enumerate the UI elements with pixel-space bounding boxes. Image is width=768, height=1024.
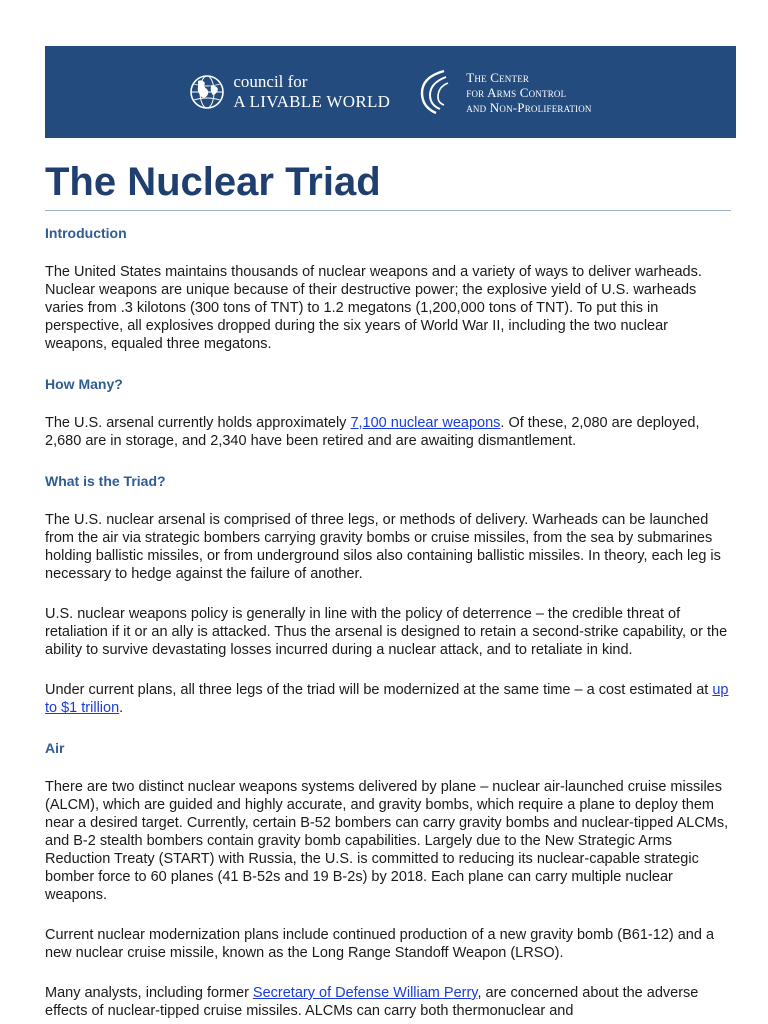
- triad-paragraph-1: The U.S. nuclear arsenal is comprised of three legs, or methods of delivery. Warheads can be launched from the air via strategic bombers carrying gravity bombs or cruise missiles, from the sea by submarines holding ballistic missiles, or from underground silos also containing ballistic missiles. In theory, each leg is necessary to hedge against the failure of another.: [45, 512, 721, 582]
- how-many-paragraph: [45, 414, 733, 450]
- council-logo: [189, 67, 390, 117]
- heading-how-many: How Many?: [45, 376, 123, 392]
- air-paragraph-2: Current nuclear modernization plans include continued production of a new gravity bomb (B61-12) and a new nuclear cruise missile, known as the Long Range Standoff Weapon (LRSO).: [45, 927, 715, 961]
- document-body: [45, 224, 733, 1020]
- title-divider: [45, 210, 731, 211]
- heading-introduction: Introduction: [45, 225, 127, 241]
- triad-p3-text-start: Under current plans, all three legs of the triad will be modernized at the same time – a cost estimated at: [45, 682, 713, 698]
- org-right-line1: The Center: [466, 69, 530, 85]
- globe-icon: [189, 67, 225, 117]
- page-title: The Nuclear Triad: [45, 160, 381, 204]
- triad-paragraph-3: [45, 681, 733, 717]
- air-paragraph-1: There are two distinct nuclear weapons systems delivered by plane – nuclear air-launched cruise missiles (ALCM), which are guided and highly accurate, and gravity bombs, which require a plane to deploy them near a desired target. Currently, certain B-52 bombers can carry gravity bombs and nuclear-tipped ALCMs, and B-2 stealth bombers contain gravity bomb capabilities. Largely due to the New Strategic Arms Reduction Treaty (START) with Russia, the U.S. is committed to reducing its nuclear-capable strategic bomber force to 60 planes (41 B-52s and 19 B-2s) by 2018. Each plane can carry multiple nuclear weapons.: [45, 779, 729, 903]
- header-banner: [45, 46, 736, 138]
- triad-paragraph-2: U.S. nuclear weapons policy is generally in line with the policy of deterrence – the credible threat of retaliation if it or an ally is attacked. Thus the arsenal is designed to retain a second-strike capability, or the ability to survive devastating losses incurred during a nuclear attack, and to retaliate in kind.: [45, 606, 728, 658]
- heading-air: Air: [45, 740, 65, 756]
- org-left-line1: council for: [233, 72, 308, 91]
- trillion-cost-link[interactable]: up to $1 trillion: [45, 682, 729, 716]
- nuclear-weapons-count-link[interactable]: 7,100 nuclear weapons: [350, 415, 501, 431]
- arc-emblem-icon: [418, 67, 456, 117]
- air-p3-text-start: Many analysts, including former: [45, 985, 253, 1001]
- air-p3-text-end: , are concerned about the adverse effects of nuclear-tipped cruise missiles. ALCMs can carry both thermonuclear and: [45, 985, 699, 1019]
- intro-paragraph: The United States maintains thousands of nuclear weapons and a variety of ways to deliver warheads. Nuclear weapons are unique because of their destructive power; the explosive yield of U.S. warheads varies from .3 kilotons (300 tons of TNT) to 1.2 megatons (1,200,000 tons of TNT). To put this in perspective, all explosives dropped during the six years of World War II, including the two nuclear weapons, equaled three megatons.: [45, 264, 702, 352]
- how-many-text-end: . Of these, 2,080 are deployed, 2,680 are in storage, and 2,340 have been retired and are awaiting dismantlement.: [45, 415, 700, 449]
- center-logo: [418, 67, 591, 117]
- org-right-line3: and Non-Proliferation: [466, 99, 592, 115]
- triad-p3-text-end: .: [119, 700, 124, 716]
- org-right-line2: for Arms Control: [466, 84, 567, 100]
- heading-what-is-triad: What is the Triad?: [45, 473, 166, 489]
- org-left-line2: A LIVABLE WORLD: [233, 92, 391, 111]
- air-paragraph-3: [45, 984, 733, 1020]
- how-many-text-start: The U.S. arsenal currently holds approximately: [45, 415, 351, 431]
- perry-link[interactable]: Secretary of Defense William Perry: [252, 985, 478, 1001]
